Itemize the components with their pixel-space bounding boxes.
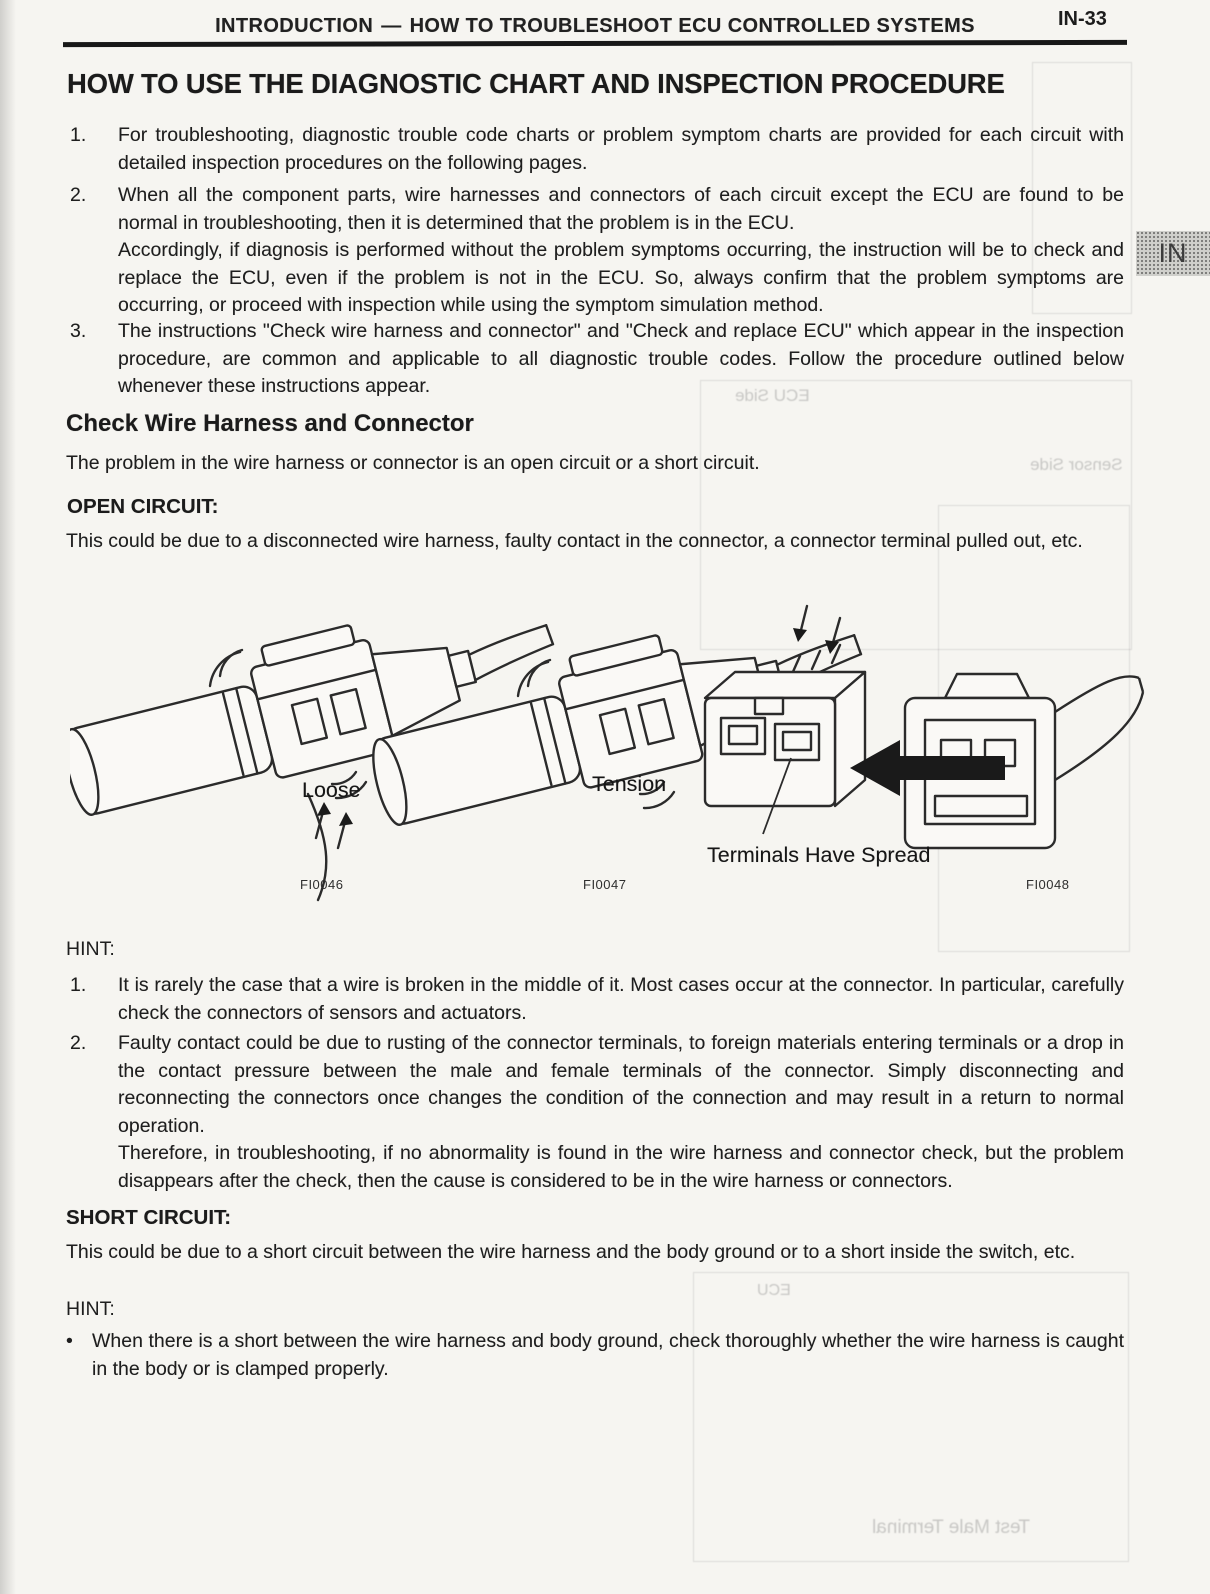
- figure-tension-number: FI0047: [583, 877, 627, 892]
- figure-loose-number: FI0046: [300, 877, 344, 892]
- running-head-title: HOW TO TROUBLESHOOT ECU CONTROLLED SYSTEMS: [409, 15, 975, 37]
- section-tab-in: IN: [1136, 231, 1210, 276]
- intro-item-2-number: 2.: [70, 184, 87, 206]
- bleedthrough-text-ecu-side: ECU Side: [735, 386, 810, 405]
- figure-loose-label: Loose: [302, 778, 361, 802]
- open-circuit-body: This could be due to a disconnected wire harness, faulty contact in the connector, a connector terminal pulled out, etc.: [66, 530, 1083, 552]
- connector-figures-illustration: [70, 598, 1150, 913]
- intro-item-3-text: The instructions "Check wire harness and connector" and "Check and replace ECU" which appear in the inspection procedure, are common and applicable to all diagnostic trouble codes. Follow the procedure outlined below whenever these instructions appear.: [118, 320, 1124, 397]
- page-title: HOW TO USE THE DIAGNOSTIC CHART AND INSPECTION PROCEDURE: [67, 68, 1005, 99]
- running-head-separator: —: [381, 15, 402, 37]
- short-circuit-body: This could be due to a short circuit between the wire harness and the body ground or to a short inside the switch, etc.: [66, 1241, 1076, 1263]
- running-head: [63, 15, 1127, 38]
- section-heading: Check Wire Harness and Connector: [66, 410, 474, 437]
- intro-item-1-number: 1.: [70, 124, 87, 146]
- page-curl-shadow: [0, 0, 16, 1594]
- hint-open-item-2: [70, 1030, 1124, 1195]
- intro-item-2-text-continued: Accordingly, if diagnosis is performed without the problem symptoms occurring, the instruction will be to check and replace the ECU, even if the problem is not in the ECU. So, always confirm that the problem symptoms are occurring, or proceed with inspection while using the symptom simulation method.: [118, 239, 1124, 316]
- hint-short-bullet-marker: •: [66, 1330, 73, 1352]
- intro-item-2-text: When all the component parts, wire harnesses and connectors of each circuit except the ECU are found to be normal in troubleshooting, then it is determined that the problem is in the ECU.: [118, 184, 1124, 234]
- intro-item-2: [70, 182, 1124, 320]
- bleedthrough-text-test-male-terminal: Test Male Terminal: [872, 1517, 1031, 1538]
- intro-item-1: [70, 122, 1124, 177]
- short-circuit-heading: SHORT CIRCUIT:: [66, 1206, 232, 1229]
- hint-open-label: HINT:: [66, 938, 115, 960]
- running-head-section: INTRODUCTION: [215, 15, 374, 37]
- hint-open-item-1-number: 1.: [70, 974, 87, 996]
- section-intro: The problem in the wire harness or connector is an open circuit or a short circuit.: [66, 452, 760, 474]
- open-circuit-heading: OPEN CIRCUIT:: [67, 495, 219, 518]
- hint-short-bullet: [66, 1328, 1124, 1383]
- hint-open-item-2-text-continued: Therefore, in troubleshooting, if no abnormality is found in the wire harness and connector check, but the problem disappears after the check, then the cause is considered to be in the wire harness or connectors.: [118, 1142, 1124, 1192]
- bleedthrough-text-sensor-side: Sensor Side: [1030, 455, 1123, 474]
- page-number: IN-33: [1058, 8, 1107, 30]
- intro-item-3-number: 3.: [70, 320, 87, 342]
- hint-open-item-1-text: It is rarely the case that a wire is broken in the middle of it. Most cases occur at the connector. In particular, carefully check the connectors of sensors and actuators.: [118, 974, 1124, 1024]
- figure-tension-label: Tension: [592, 772, 667, 796]
- hint-short-bullet-text: When there is a short between the wire harness and body ground, check thoroughly whether the wire harness is caught in the body or is clamped properly.: [92, 1330, 1124, 1380]
- intro-item-1-text: For troubleshooting, diagnostic trouble code charts or problem symptom charts are provided for each circuit with detailed inspection procedures on the following pages.: [118, 124, 1124, 174]
- hint-open-item-2-number: 2.: [70, 1032, 87, 1054]
- hint-open-item-2-text: Faulty contact could be due to rusting of the connector terminals, to foreign materials entering terminals or a drop in the contact pressure between the male and female terminals of the connector. Simply disconnecting and reconnecting the connectors once changes the condition of the connection and may result in a return to normal operation.: [118, 1032, 1124, 1137]
- intro-item-3: [70, 318, 1124, 401]
- bleedthrough-text-ecu: ECU: [757, 1282, 791, 1299]
- hint-open-item-1: [70, 972, 1124, 1027]
- header-rule: [63, 40, 1127, 47]
- figure-spread-label: Terminals Have Spread: [707, 843, 931, 867]
- figure-spread-number: FI0048: [1026, 877, 1070, 892]
- hint-short-label: HINT:: [66, 1298, 115, 1320]
- figure-terminals-spread-drawing: [705, 672, 1143, 848]
